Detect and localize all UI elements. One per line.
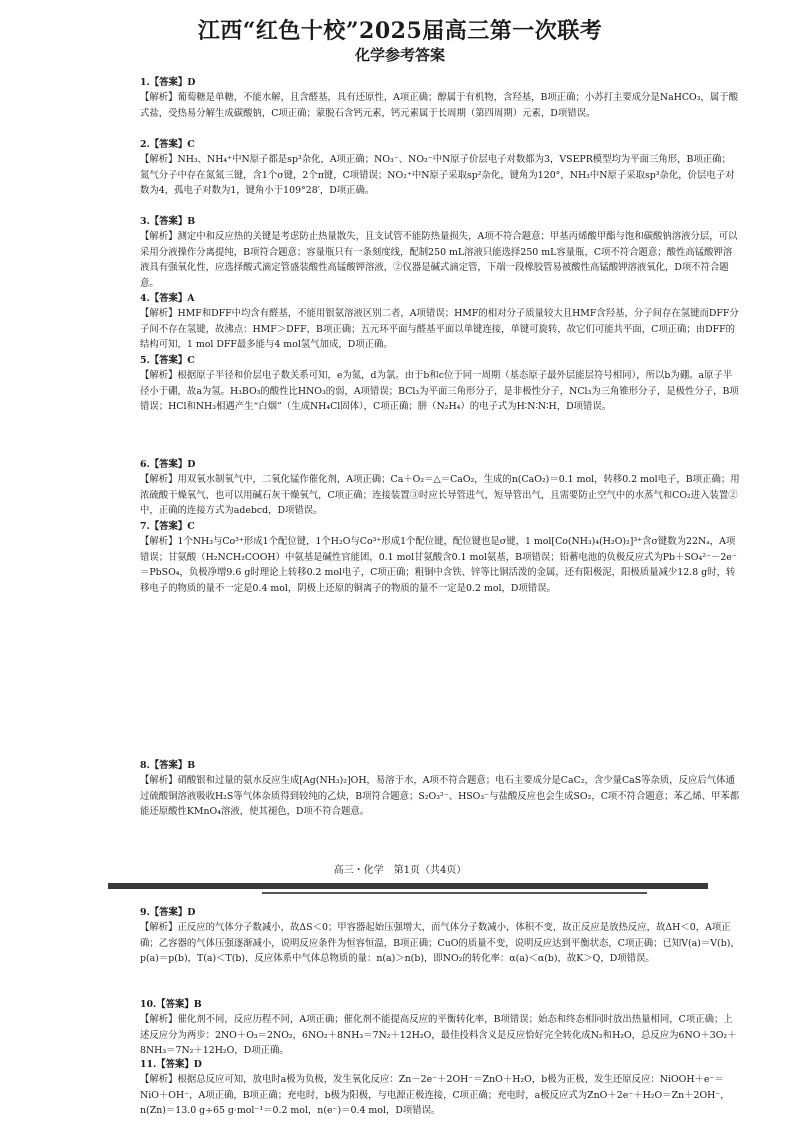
answer-line: 1.【答案】D [140,77,196,88]
answer-line: 8.【答案】B [140,760,196,771]
explanation-text: 【解析】NH₃、NH₄⁺中N原子都是sp³杂化，A项正确；NO₃⁻、NO₂⁻中N原子价层电子对数都为3，VSEPR模型均为平面三角形，B项正确；氮气分子中存在氮氮三键，含1个σ键，2个π键，C项错误；NO₂⁺中N原子采取sp²杂化，键角为120°，NH₃中N原子采取sp³杂化，价层电子对数为4，孤电子对数为1，键角小于109°28′，D项正确。 [140,154,735,197]
question-10 [140,997,740,1059]
question-1 [140,75,740,121]
question-5 [140,353,740,415]
question-3 [140,214,740,291]
explanation-text: 【解析】硝酸银和过量的氨水反应生成[Ag(NH₃)₂]OH，易溶于水，A项不符合题意；电石主要成分是CaC₂，含少量CaS等杂质，反应后气体通过硫酸铜溶液吸收H₂S等气体杂质得到较纯的乙炔，B项符合题意；S₂O₃²⁻、HSO₃⁻与盐酸反应也会生成SO₂，C项不符合题意；苯乙烯、甲苯都能还原酸性KMnO₄溶液，使其褪色，D项不符合题意。 [140,775,740,818]
explanation-text: 【解析】正反应的气体分子数减小，故ΔS＜0；甲容器起始压强增大，而气体分子数减小，体积不变，故正反应是放热反应，故ΔH＜0，A项正确；乙容器的气体压强逐渐减小，说明反应条件为恒容恒温，B项正确；CuO的质量不变，说明反应达到平衡状态，C项正确；已知V(a)＝V(b)，p(a)＝p(b)，T(a)＜T(b)，反应体系中气体总物质的量：n(a)＞n(b)，即NO₂的转化率：α(a)＜α(b)，故K＞Q，D项错误。 [140,922,740,965]
explanation-text: 【解析】根据总反应可知，放电时a极为负极，发生氧化反应：Zn－2e⁻＋2OH⁻＝ZnO＋H₂O，b极为正极，发生还原反应：NiOOH＋e⁻＝NiO＋OH⁻，A项正确，B项正确；充电时，b极为阳极，与电源正极连接，C项正确；充电时，a极反应式为ZnO＋2e⁻＋H₂O＝Zn＋2OH⁻，n(Zn)＝13.0 g÷65 g·mol⁻¹＝0.2 mol，n(e⁻)＝0.4 mol，D项错误。 [140,1074,730,1117]
page-footer: 高三・化学 第1页（共4页） [333,865,467,876]
explanation-text: 【解析】测定中和反应热的关键是考虑防止热量散失，且支试管不能防热量损失，A项不符合题意；甲基丙烯酸甲酯与饱和碳酸钠溶液分层，可以采用分液操作分离提纯，B项符合题意；容量瓶只有一条刻度线，配制250 mL溶液只能选择250 mL容量瓶，C项不符合题意；酸性高锰酸钾溶液具有强氧化性，应选择酸式滴定管盛装酸性高锰酸钾溶液，②仪器是碱式滴定管，下端一段橡胶管易被酸性高锰酸钾溶液氧化，D项不符合题意。 [140,231,738,289]
question-6 [140,457,740,519]
explanation-text: 【解析】HMF和DFF中均含有醛基，不能用银氨溶液区别二者，A项错误；HMF的相对分子质量较大且HMF含羟基，分子间存在氢键而DFF分子间不存在氢键，故沸点：HMF＞DFF，B项正确；五元环平面与醛基平面以单键连接，单键可旋转，故它们可能共平面，C项正确；由DFF的结构可知，1 mol DFF最多能与4 mol氢气加成，D项正确。 [140,308,739,351]
question-2 [140,137,740,199]
explanation-text: 【解析】催化剂不同，反应历程不同，A项正确；催化剂不能提高反应的平衡转化率，B项错误；始态和终态相同时放出热量相同，C项正确；上述反应分为两步：2NO＋O₃＝2NO₂，6NO₂＋8NH₃＝7N₂＋12H₂O，最佳投料含义是反应恰好完全转化成N₂和H₂O，总反应为6NO＋3O₂＋8NH₃＝7N₂＋12H₂O，D项正确。 [140,1014,737,1057]
page-title: 江西“红色十校”2025届高三第一次联考 [197,18,603,44]
answer-line: 2.【答案】C [140,139,195,150]
explanation-text: 【解析】葡萄糖是单糖，不能水解，且含醛基，具有还原性，A项正确；醇属于有机物，含羟基，B项正确；小苏打主要成分是NaHCO₃，属于酸式盐，受热易分解生成碳酸钠，C项正确；蒙脱石含钙元素，钙元素属于长周期（第四周期）元素，D项错误。 [140,92,739,119]
question-11 [140,1057,740,1119]
answer-line: 7.【答案】C [140,521,195,532]
answer-line: 4.【答案】A [140,293,195,304]
explanation-text: 【解析】根据原子半径和价层电子数关系可知，e为氮，d为氯。由于b和c位于同一周期（基态原子最外层能层符号相同），所以b为硼。a原子半径小于硼，故a为氢。H₃BO₃的酸性比HNO₃的弱，A项错误；BCl₃为平面三角形分子，是非极性分子，NCl₃为三角锥形分子，是极性分子，B项错误；HCl和NH₃相遇产生“白烟”（生成NH₄Cl固体），C项正确；肼（N₂H₄）的电子式为H∶N∶N∶H，D项错误。 [140,370,739,413]
answer-line: 9.【答案】D [140,907,196,918]
question-7 [140,519,740,596]
page-subtitle: 化学参考答案 [354,46,445,64]
question-8 [140,758,740,820]
answer-line: 3.【答案】B [140,216,196,227]
answer-line: 11.【答案】D [140,1059,202,1070]
question-9 [140,905,740,967]
page-divider-thin [262,892,647,894]
answer-line: 10.【答案】B [140,999,202,1010]
answer-line: 6.【答案】D [140,459,196,470]
explanation-text: 【解析】用双氧水制氧气中，二氧化锰作催化剂，A项正确；Ca＋O₂＝△＝CaO₂，生成的n(CaO₂)＝0.1 mol，转移0.2 mol电子，B项正确；用浓硫酸干燥氧气，也可以用碱石灰干燥氧气，C项正确；连接装置③时应长导管进气，短导管出气，且需要防止空气中的水蒸气和CO₂进入装置②中，正确的连接方式为adebcd，D项错误。 [140,474,740,517]
question-4 [140,291,740,353]
answer-line: 5.【答案】C [140,355,195,366]
explanation-text: 【解析】1个NH₃与Co³⁺形成1个配位键，1个H₂O与Co³⁺形成1个配位键，配位键也是σ键，1 mol[Co(NH₃)₄(H₂O)₂]³⁺含σ键数为22Nₐ，A项错误；甘氨酸（H₂NCH₂COOH）中氨基是碱性官能团，0.1 mol甘氨酸含0.1 mol氨基，B项错误；铅蓄电池的负极反应式为Pb＋SO₄²⁻－2e⁻＝PbSO₄，负极净增9.6 g时理论上转移0.2 mol电子，C项正确；粗铜中含铁、锌等比铜活泼的金属，还有阳极泥，阳极质量减少12.8 g时，转移电子的物质的量不一定是0.4 mol，阴极上还原的铜离子的物质的量不一定是0.2 mol，D项错误。 [140,536,737,594]
page-divider [108,883,708,889]
